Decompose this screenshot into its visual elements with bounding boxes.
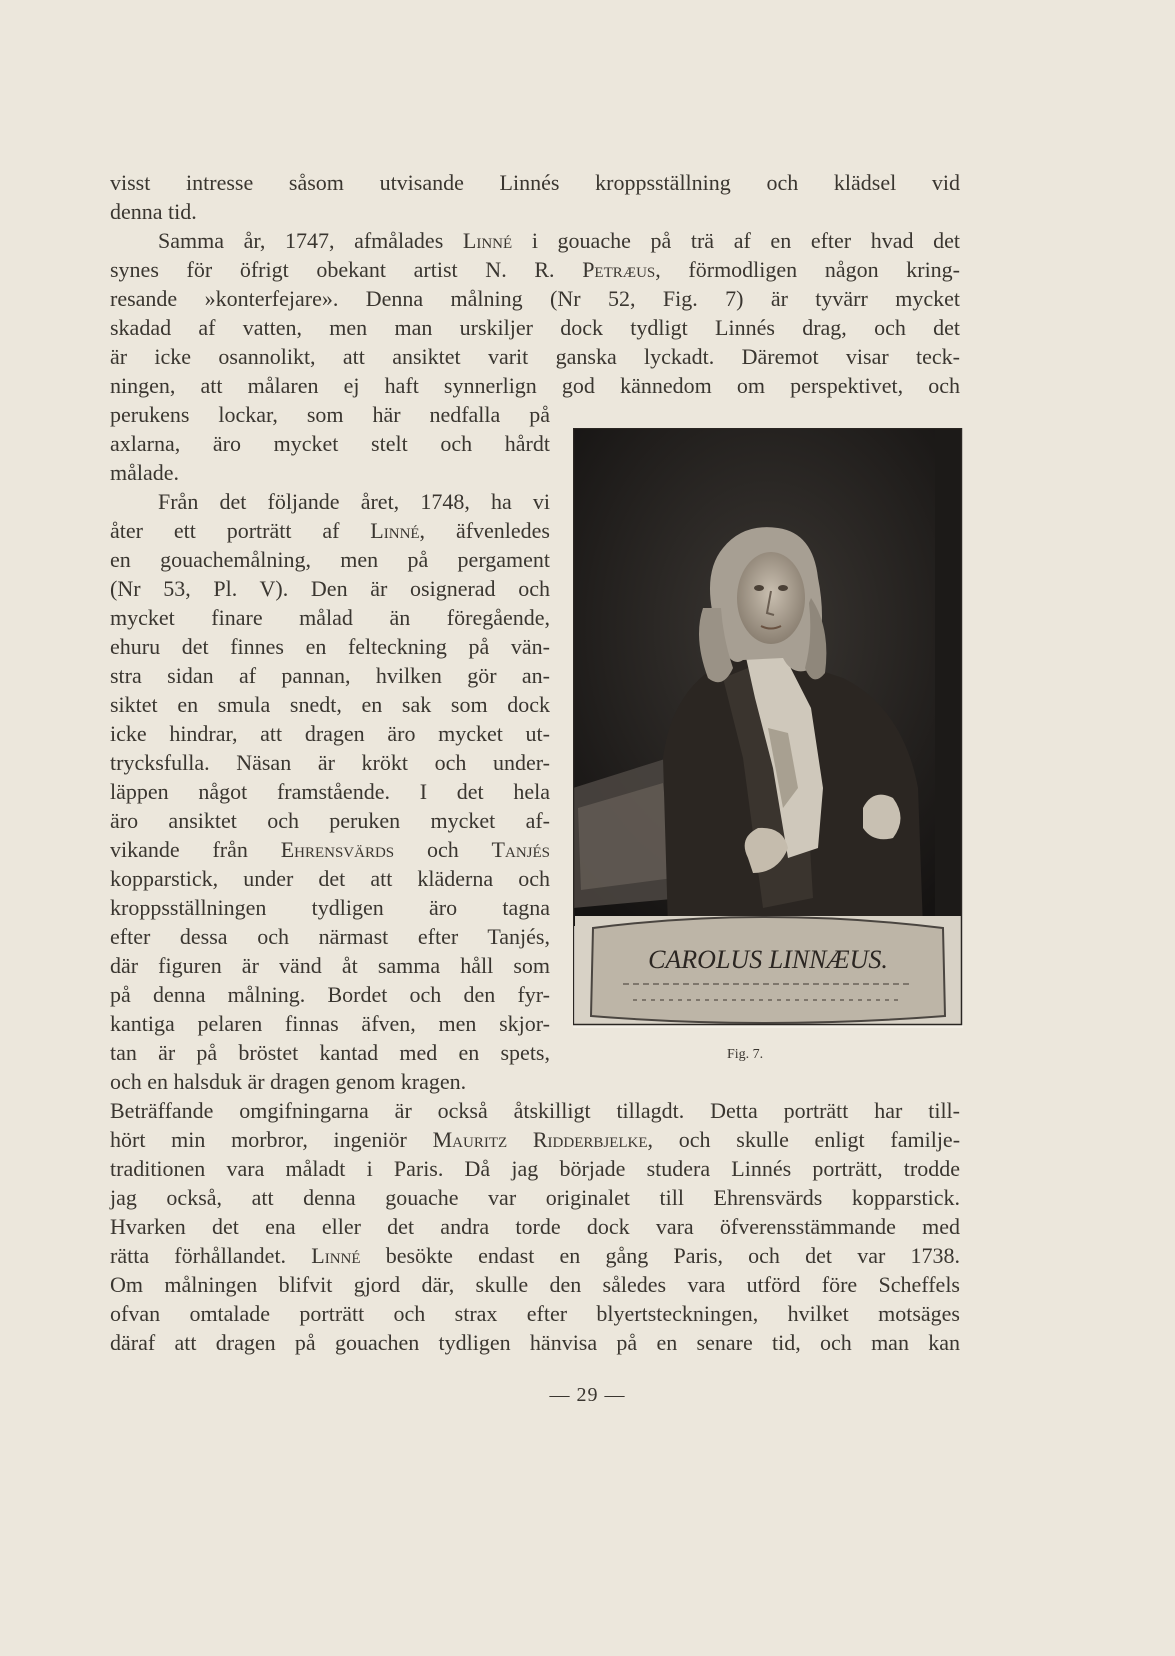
text-line: resande »konterfejare». Denna målning (Nr 52, Fig. 7) är tyvärr mycket xyxy=(110,286,960,311)
text-line xyxy=(110,516,550,545)
text-line: stra sidan af pannan, hvilken gör an- xyxy=(110,663,550,688)
text-line: denna tid. xyxy=(110,199,197,224)
name-smallcaps: Linné, xyxy=(370,518,426,543)
text-line: Om målningen blifvit gjord där, skulle den således vara utförd före Scheffels xyxy=(110,1272,960,1297)
text-line: jag också, att denna gouache var originalet till Ehrensvärds kopparstick. xyxy=(110,1185,960,1210)
text-line: och en halsduk är dragen genom kragen. xyxy=(110,1069,467,1094)
text-span: äfvenledes xyxy=(455,518,550,543)
text-span: hört min morbror, ingeniör xyxy=(110,1127,407,1152)
portrait-figure xyxy=(573,428,963,1028)
text-line: en gouachemålning, men på pergament xyxy=(110,547,550,572)
text-line: skadad af vatten, men man urskiljer dock tydligt Linnés drag, och det xyxy=(110,315,960,340)
hand-right xyxy=(863,795,901,840)
text-line: siktet en smula snedt, en sak som dock xyxy=(110,692,550,717)
text-span: synes för öfrigt obekant artist N. R. xyxy=(110,257,555,282)
text-line: kroppsställningen tydligen äro tagna xyxy=(110,895,550,920)
text-line: (Nr 53, Pl. V). Den är osignerad och xyxy=(110,576,550,601)
text-span: besökte endast en gång Paris, och det var 1738. xyxy=(385,1243,960,1268)
text-line: efter dessa och närmast efter Tanjés, xyxy=(110,924,550,949)
name-smallcaps: Petræus, xyxy=(582,257,661,282)
text-line: äro ansiktet och peruken mycket af- xyxy=(110,808,550,833)
face xyxy=(737,552,805,644)
text-line: målade. xyxy=(110,460,180,485)
text-span: åter ett porträtt af xyxy=(110,518,340,543)
page-number: — 29 — xyxy=(549,1384,626,1406)
text-line: traditionen vara måladt i Paris. Då jag började studera Linnés porträtt, trodde xyxy=(110,1156,960,1181)
text-line: trycksfulla. Näsan är krökt och under- xyxy=(110,750,550,775)
text-span: och skulle enligt familje- xyxy=(678,1127,961,1152)
text-line: visst intresse såsom utvisande Linnés kroppsställning och klädsel vid xyxy=(110,170,960,195)
text-span: rätta förhållandet. xyxy=(110,1243,287,1268)
text-line xyxy=(110,1241,960,1270)
text-line xyxy=(110,835,550,864)
text-line: där figuren är vänd åt samma håll som xyxy=(110,953,550,978)
text-line xyxy=(110,1125,960,1154)
text-line: tan är på bröstet kantad med en spets, xyxy=(110,1040,550,1065)
name-smallcaps: Ehrensvärds xyxy=(280,837,395,862)
text-line: axlarna, äro mycket stelt och hårdt xyxy=(110,431,550,456)
portrait-painting xyxy=(573,428,963,1028)
text-line: perukens lockar, som här nedfalla på xyxy=(110,402,550,427)
text-span: Samma år, 1747, afmålades xyxy=(158,228,444,253)
name-smallcaps: Tanjés xyxy=(491,837,550,862)
text-line: läppen något framstående. I det hela xyxy=(110,779,550,804)
portrait-inscription: CAROLUS LINNÆUS. xyxy=(648,945,888,974)
text-line: däraf att dragen på gouachen tydligen hänvisa på en senare tid, och man kan xyxy=(110,1330,960,1355)
text-line: på denna målning. Bordet och den fyr- xyxy=(110,982,550,1007)
text-line xyxy=(110,255,960,284)
text-line: ningen, att målaren ej haft synnerlign god kännedom om perspektivet, och xyxy=(110,373,960,398)
text-line: Från det följande året, 1748, ha vi xyxy=(158,489,550,514)
text-span: i gouache på trä af en efter hvad det xyxy=(531,228,961,253)
text-line: är icke osannolikt, att ansiktet varit ganska lyckadt. Däremot visar teck- xyxy=(110,344,960,369)
figure-caption: Fig. 7. xyxy=(727,1047,764,1062)
text-span: vikande från xyxy=(110,837,248,862)
text-line: icke hindrar, att dragen äro mycket ut- xyxy=(110,721,550,746)
text-line: kopparstick, under det att kläderna och xyxy=(110,866,550,891)
text-line: Beträffande omgifningarna är också åtskilligt tillagdt. Detta porträtt har till- xyxy=(110,1098,960,1123)
text-line: mycket finare målad än föregående, xyxy=(110,605,550,630)
name-smallcaps: Mauritz Ridderbjelke, xyxy=(432,1127,654,1152)
name-smallcaps: Linné xyxy=(311,1243,361,1268)
text-line: ofvan omtalade porträtt och strax efter blyertsteckningen, hvilket motsäges xyxy=(110,1301,960,1326)
text-line: ehuru det finnes en felteckning på vän- xyxy=(110,634,550,659)
text-span: och xyxy=(426,837,459,862)
text-line xyxy=(110,226,960,255)
text-line: kantiga pelaren finnas äfven, men skjor- xyxy=(110,1011,550,1036)
text-span: förmodligen någon kring- xyxy=(688,257,961,282)
name-smallcaps: Linné xyxy=(462,228,513,253)
text-line: Hvarken det ena eller det andra torde dock vara öfverensstämmande med xyxy=(110,1214,960,1239)
